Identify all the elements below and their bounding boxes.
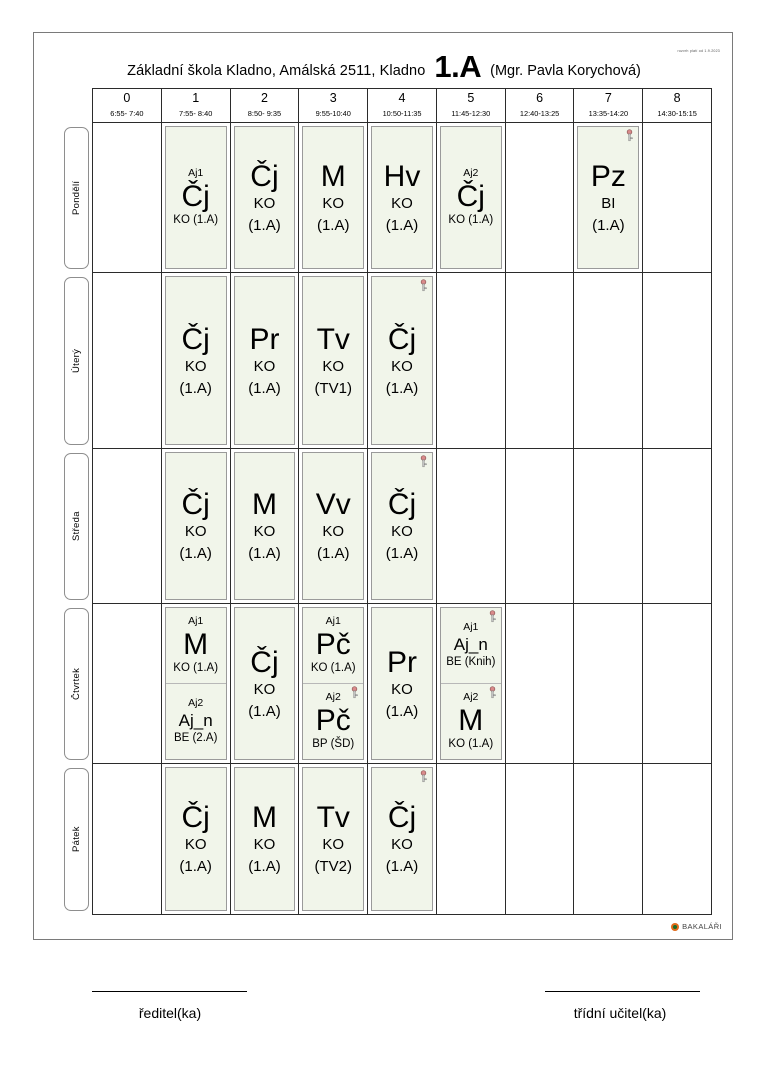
timetable-cell[interactable] xyxy=(92,123,161,273)
timetable-cell[interactable] xyxy=(230,764,299,915)
hour-header-2 xyxy=(230,88,299,123)
lesson-teacher: KO xyxy=(391,523,413,540)
lesson-teacher: BI xyxy=(601,194,616,212)
timetable-grid xyxy=(57,88,712,915)
hour-number: 4 xyxy=(398,91,406,105)
lesson-box[interactable] xyxy=(302,452,364,600)
hour-time: 13:35-14:20 xyxy=(588,109,629,118)
timetable-cell[interactable] xyxy=(161,273,230,449)
lesson-subject: M xyxy=(320,159,346,193)
hour-number: 5 xyxy=(467,91,475,105)
lesson-teacher: KO xyxy=(253,836,276,853)
lesson-group: Aj2 xyxy=(325,691,341,703)
timetable-cell[interactable] xyxy=(436,273,505,449)
lesson-box[interactable] xyxy=(440,607,502,760)
timetable-cell[interactable] xyxy=(642,604,712,764)
lesson-teacher: KO xyxy=(253,194,276,212)
signature-line xyxy=(92,991,247,992)
day-label-4 xyxy=(57,764,92,915)
days-container xyxy=(57,123,712,915)
day-row xyxy=(57,123,712,273)
timetable-cell[interactable] xyxy=(161,604,230,764)
timetable-cell[interactable] xyxy=(436,764,505,915)
hour-time: 6:55- 7:40 xyxy=(110,109,144,118)
class-title: 1.A xyxy=(434,49,482,84)
lesson-box[interactable] xyxy=(165,276,227,445)
lesson-teacher: KO xyxy=(184,836,207,853)
lesson-teacher: KO xyxy=(322,523,345,540)
lesson-teacher: KO xyxy=(184,523,207,540)
timetable-cell[interactable] xyxy=(367,273,436,449)
validity-stamp: rozvrh platí od 1.9.2023 xyxy=(677,49,720,53)
lesson-group: Aj1 xyxy=(325,615,341,627)
timetable-cell[interactable] xyxy=(298,273,367,449)
timetable-cell[interactable] xyxy=(505,273,574,449)
timetable-cell[interactable] xyxy=(367,604,436,764)
lesson-subject: Čj xyxy=(250,159,279,193)
lesson-room: (1.A) xyxy=(248,216,281,234)
lesson-teacher: KO xyxy=(391,680,413,698)
day-label-tab xyxy=(64,277,89,445)
hour-number: 0 xyxy=(123,91,131,105)
day-label-tab xyxy=(64,608,89,760)
key-icon xyxy=(624,129,635,142)
lesson-box[interactable] xyxy=(234,767,296,911)
hour-header-5 xyxy=(436,88,505,123)
lesson-room: (TV2) xyxy=(314,858,352,875)
lesson-room: (1.A) xyxy=(248,702,281,720)
lesson-group: Aj1 xyxy=(188,615,204,627)
day-label-text: Úterý xyxy=(71,348,82,374)
bakalari-logo xyxy=(671,922,722,931)
lesson-subject: M xyxy=(183,628,209,661)
lesson-teacher: KO xyxy=(322,357,345,375)
signature-class-teacher xyxy=(530,1005,710,1021)
lesson-room: (1.A) xyxy=(385,702,419,720)
lesson-subject: Tv xyxy=(316,801,350,834)
lesson-subject: Pz xyxy=(590,159,626,193)
lesson-box[interactable] xyxy=(302,276,364,445)
day-label-text: Pátek xyxy=(71,826,82,853)
lesson-subject: Čj xyxy=(181,488,210,521)
lesson-room: (1.A) xyxy=(316,216,350,234)
lesson-box[interactable] xyxy=(302,126,364,269)
timetable-cell[interactable] xyxy=(436,123,505,273)
lesson-subject: Hv xyxy=(383,159,421,193)
timetable-sheet xyxy=(33,32,733,940)
lesson-teacher: KO xyxy=(391,357,413,375)
hour-time: 14:30-15:15 xyxy=(657,109,697,118)
day-row xyxy=(57,449,712,604)
timetable-cell[interactable] xyxy=(230,449,299,604)
lesson-group: Aj2 xyxy=(188,697,204,709)
timetable-cell[interactable] xyxy=(642,273,712,449)
day-label-text: Středa xyxy=(71,511,82,542)
hour-number: 1 xyxy=(192,91,200,105)
lesson-box[interactable] xyxy=(165,452,227,600)
day-cells xyxy=(92,764,712,915)
lesson-room: (1.A) xyxy=(179,379,212,397)
timetable-cell[interactable] xyxy=(642,764,712,915)
timetable-cell[interactable] xyxy=(230,273,299,449)
lesson-teacher: KO xyxy=(391,194,413,212)
key-icon xyxy=(418,455,429,468)
lesson-room: (1.A) xyxy=(248,379,281,397)
signature-principal-label: ředitel(ka) xyxy=(138,1005,202,1021)
lesson-teacher-room: KO (1.A) xyxy=(310,662,356,674)
day-label-text: Čtvrtek xyxy=(71,667,82,701)
day-cells xyxy=(92,123,712,273)
lesson-room: (1.A) xyxy=(592,216,625,234)
day-label-3 xyxy=(57,604,92,764)
timetable-cell[interactable] xyxy=(230,604,299,764)
key-icon xyxy=(418,279,429,292)
lesson-teacher-room: KO (1.A) xyxy=(448,214,494,226)
lesson-group-part[interactable] xyxy=(441,608,501,683)
key-icon xyxy=(487,686,498,699)
timetable-cell[interactable] xyxy=(367,123,436,273)
lesson-room: (1.A) xyxy=(316,545,350,562)
lesson-box[interactable] xyxy=(165,767,227,911)
timetable-cell[interactable] xyxy=(573,273,642,449)
timetable-cell[interactable] xyxy=(505,604,574,764)
timetable-cell[interactable] xyxy=(161,449,230,604)
hour-number: 7 xyxy=(604,91,612,105)
timetable-cell[interactable] xyxy=(505,764,574,915)
hours-header-row xyxy=(57,88,712,123)
hour-header-3 xyxy=(298,88,367,123)
lesson-teacher: KO xyxy=(253,680,276,698)
lesson-box[interactable] xyxy=(234,607,296,760)
timetable-cell[interactable] xyxy=(367,449,436,604)
lesson-subject: Pč xyxy=(315,704,351,737)
school-name: Základní škola Kladno, Amálská 2511, Kladno xyxy=(127,63,426,79)
day-label-1 xyxy=(57,273,92,449)
lesson-teacher: KO xyxy=(391,836,413,853)
hour-number: 6 xyxy=(536,91,544,105)
page-header xyxy=(34,47,734,87)
lesson-box[interactable] xyxy=(234,126,296,269)
timetable-cell[interactable] xyxy=(161,123,230,273)
timetable-cell[interactable] xyxy=(298,449,367,604)
lesson-box[interactable] xyxy=(371,276,433,445)
hour-header-0 xyxy=(92,88,161,123)
day-label-tab xyxy=(64,768,89,911)
lesson-subject: Aj_n xyxy=(178,711,213,730)
hour-number: 2 xyxy=(260,91,268,105)
lesson-teacher: KO xyxy=(253,523,276,540)
lesson-room: (1.A) xyxy=(179,545,212,562)
hour-header-6 xyxy=(505,88,574,123)
lesson-group: Aj1 xyxy=(463,621,479,633)
lesson-box[interactable] xyxy=(302,767,364,911)
day-row xyxy=(57,273,712,449)
lesson-teacher-room: BP (ŠD) xyxy=(312,738,355,750)
hour-time: 12:40-13:25 xyxy=(519,109,560,118)
lesson-subject: Čj xyxy=(181,180,210,213)
timetable-cell[interactable] xyxy=(573,604,642,764)
lesson-box[interactable] xyxy=(440,126,502,269)
timetable-cell[interactable] xyxy=(436,604,505,764)
lesson-group: Aj2 xyxy=(463,691,479,703)
lesson-box[interactable] xyxy=(371,452,433,600)
timetable-cell[interactable] xyxy=(573,449,642,604)
lesson-teacher: KO xyxy=(253,357,276,375)
timetable-cell[interactable] xyxy=(505,449,574,604)
lesson-subject: Čj xyxy=(456,180,485,213)
timetable-cell[interactable] xyxy=(642,123,712,273)
bakalari-label: BAKALÁŘI xyxy=(682,922,722,931)
lesson-room: (1.A) xyxy=(385,545,419,562)
lesson-subject: Tv xyxy=(316,322,350,356)
lesson-group-part[interactable] xyxy=(166,683,226,759)
lesson-group-part[interactable] xyxy=(166,608,226,683)
timetable-cell[interactable] xyxy=(230,123,299,273)
key-icon xyxy=(418,770,429,783)
signature-class-teacher-label: třídní učitel(ka) xyxy=(573,1005,667,1021)
day-cells xyxy=(92,449,712,604)
lesson-teacher-room: KO (1.A) xyxy=(448,738,494,750)
day-label-text: Pondělí xyxy=(71,180,82,216)
signature-line xyxy=(545,991,700,992)
lesson-box[interactable] xyxy=(234,452,296,600)
lesson-box[interactable] xyxy=(234,276,296,445)
lesson-teacher-room: KO (1.A) xyxy=(173,214,219,226)
timetable-cell[interactable] xyxy=(92,604,161,764)
lesson-room: (1.A) xyxy=(248,858,281,875)
key-icon xyxy=(349,686,360,699)
lesson-subject: M xyxy=(458,704,484,737)
day-cells xyxy=(92,604,712,764)
day-label-tab xyxy=(64,453,89,600)
hour-time: 7:55- 8:40 xyxy=(179,109,213,118)
lesson-teacher-room: BE (2.A) xyxy=(173,732,218,744)
lesson-room: (1.A) xyxy=(385,379,419,397)
lesson-teacher: KO xyxy=(184,357,207,375)
lesson-teacher-room: BE (Knih) xyxy=(446,656,496,668)
lesson-group-part[interactable] xyxy=(441,683,501,759)
lesson-subject: Čj xyxy=(181,322,210,356)
lesson-box[interactable] xyxy=(371,126,433,269)
lesson-room: (1.A) xyxy=(248,545,281,562)
day-row xyxy=(57,604,712,764)
hour-number: 8 xyxy=(673,91,681,105)
timetable-cell[interactable] xyxy=(573,764,642,915)
hour-header-7 xyxy=(573,88,642,123)
bakalari-mark-icon xyxy=(671,923,679,931)
lesson-subject: Čj xyxy=(387,488,417,521)
lesson-teacher: KO xyxy=(322,194,345,212)
lesson-box[interactable] xyxy=(371,607,433,760)
timetable-cell[interactable] xyxy=(92,449,161,604)
lesson-subject: M xyxy=(251,801,277,834)
timetable-cell[interactable] xyxy=(505,123,574,273)
timetable-cell[interactable] xyxy=(573,123,642,273)
day-label-0 xyxy=(57,123,92,273)
day-cells xyxy=(92,273,712,449)
lesson-group-part[interactable] xyxy=(303,608,363,683)
hour-number: 3 xyxy=(329,91,337,105)
lesson-box[interactable] xyxy=(302,607,364,760)
timetable-cell[interactable] xyxy=(298,764,367,915)
lesson-box[interactable] xyxy=(165,126,227,269)
lesson-subject: Čj xyxy=(387,801,417,834)
class-teacher: (Mgr. Pavla Korychová) xyxy=(490,63,641,79)
key-icon xyxy=(487,610,498,623)
timetable-cell[interactable] xyxy=(642,449,712,604)
hour-time: 10:50-11:35 xyxy=(382,109,422,118)
lesson-subject: M xyxy=(251,488,277,521)
hour-time: 8:50- 9:35 xyxy=(247,109,282,118)
day-row xyxy=(57,764,712,915)
lesson-subject: Vv xyxy=(315,488,351,521)
day-label-2 xyxy=(57,449,92,604)
timetable-cell[interactable] xyxy=(436,449,505,604)
lesson-group: Aj1 xyxy=(188,167,204,179)
lesson-room: (1.A) xyxy=(179,858,212,875)
hour-header-8 xyxy=(642,88,712,123)
lesson-box[interactable] xyxy=(577,126,639,269)
timetable-cell[interactable] xyxy=(92,764,161,915)
timetable-cell[interactable] xyxy=(161,764,230,915)
hour-time: 11:45-12:30 xyxy=(451,109,491,118)
lesson-subject: Pr xyxy=(249,322,280,356)
lesson-subject: Čj xyxy=(387,322,417,356)
lesson-box[interactable] xyxy=(165,607,227,760)
lesson-teacher: KO xyxy=(322,836,345,853)
hour-time: 9:55-10:40 xyxy=(315,109,351,118)
lesson-subject: Pr xyxy=(387,645,418,679)
lesson-room: (1.A) xyxy=(385,216,419,234)
grid-corner xyxy=(57,88,92,123)
timetable-cell[interactable] xyxy=(367,764,436,915)
timetable-cell[interactable] xyxy=(298,604,367,764)
lesson-subject: Čj xyxy=(181,801,210,834)
day-label-tab xyxy=(64,127,89,269)
lesson-subject: Čj xyxy=(250,645,279,679)
lesson-subject: Pč xyxy=(315,628,351,661)
lesson-teacher-room: KO (1.A) xyxy=(173,662,219,674)
lesson-box[interactable] xyxy=(371,767,433,911)
hour-header-1 xyxy=(161,88,230,123)
lesson-room: (1.A) xyxy=(385,858,419,875)
lesson-group: Aj2 xyxy=(463,167,479,179)
signature-principal xyxy=(80,1005,260,1021)
timetable-cell[interactable] xyxy=(92,273,161,449)
hour-header-4 xyxy=(367,88,436,123)
lesson-group-part[interactable] xyxy=(303,683,363,759)
lesson-room: (TV1) xyxy=(314,379,352,397)
timetable-cell[interactable] xyxy=(298,123,367,273)
lesson-subject: Aj_n xyxy=(453,635,488,654)
